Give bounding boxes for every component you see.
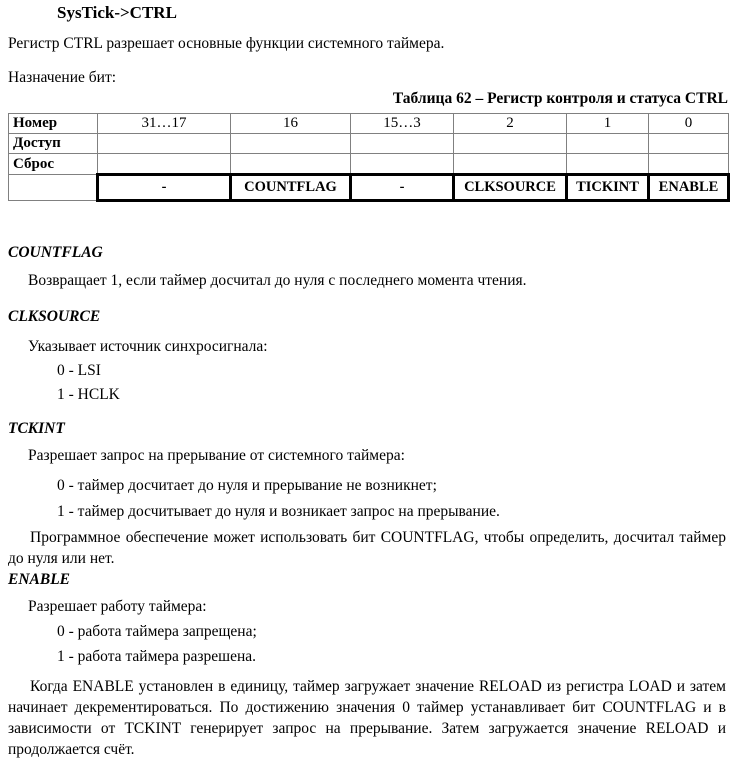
section-heading-clksource: CLKSOURCE xyxy=(8,308,101,325)
access-cell xyxy=(454,134,567,154)
reset-cell xyxy=(649,154,729,175)
enable-description: Разрешает работу таймера: xyxy=(28,598,207,615)
bit-number-cell: 2 xyxy=(454,114,567,134)
access-cell xyxy=(567,134,649,154)
clksource-option-0: 0 - LSI xyxy=(57,362,101,379)
countflag-description: Возвращает 1, если таймер досчитал до нуля с последнего момента чтения. xyxy=(28,272,527,289)
tckint-description: Разрешает запрос на прерывание от системного таймера: xyxy=(28,447,405,464)
intro-paragraph-2: Назначение бит: xyxy=(8,69,117,86)
section-heading-tckint: TCKINT xyxy=(8,420,65,437)
reset-cell xyxy=(351,154,454,175)
bit-number-cell: 16 xyxy=(231,114,351,134)
access-cell xyxy=(649,134,729,154)
tckint-option-1: 1 - таймер досчитывает до нуля и возникает запрос на прерывание. xyxy=(57,503,500,520)
reset-cell xyxy=(567,154,649,175)
enable-option-1: 1 - работа таймера разрешена. xyxy=(57,648,257,665)
bit-number-cell: 1 xyxy=(567,114,649,134)
page-title: SysTick->CTRL xyxy=(57,3,177,22)
access-cell xyxy=(231,134,351,154)
table-row xyxy=(9,134,729,154)
bit-name-cell: COUNTFLAG xyxy=(231,175,351,201)
enable-note: Когда ENABLE установлен в единицу, таймер загружает значение RELOAD из регистра LOAD и затем начинает декрементироваться. По достижению значения 0 таймер устанавливает бит COUNTFLAG и в зависимости от TCKINT генерирует запрос на прерывание. Затем загружается значение RELOAD и продолжается счёт. xyxy=(8,678,726,758)
clksource-option-1: 1 - HCLK xyxy=(57,386,120,403)
enable-option-0: 0 - работа таймера запрещена; xyxy=(57,623,257,640)
bit-name-cell: TICKINT xyxy=(567,175,649,201)
section-heading-countflag: COUNTFLAG xyxy=(8,244,103,261)
tckint-note: Программное обеспечение может использовать бит COUNTFLAG, чтобы определить, досчитал таймер до нуля или нет. xyxy=(8,529,726,567)
table-row-bit-names xyxy=(9,175,729,201)
table-row xyxy=(9,154,729,175)
reset-cell xyxy=(98,154,231,175)
bit-name-cell: - xyxy=(351,175,454,201)
reset-cell xyxy=(231,154,351,175)
access-cell xyxy=(351,134,454,154)
bit-name-cell: - xyxy=(98,175,231,201)
row-label-access: Доступ xyxy=(9,134,98,154)
row-label-empty xyxy=(9,175,98,201)
bit-number-cell: 31…17 xyxy=(98,114,231,134)
intro-paragraph-1: Регистр CTRL разрешает основные функции системного таймера. xyxy=(8,35,445,52)
row-label-number: Номер xyxy=(9,114,98,134)
bit-number-cell: 15…3 xyxy=(351,114,454,134)
register-table xyxy=(8,113,730,202)
reset-cell xyxy=(454,154,567,175)
register-table-container xyxy=(8,113,728,202)
bit-name-cell: ENABLE xyxy=(649,175,729,201)
table-caption: Таблица 62 – Регистр контроля и статуса CTRL xyxy=(392,90,728,107)
tckint-option-0: 0 - таймер досчитает до нуля и прерывание не возникнет; xyxy=(57,477,437,494)
clksource-description: Указывает источник синхросигнала: xyxy=(28,338,268,355)
bit-number-cell: 0 xyxy=(649,114,729,134)
row-label-reset: Сброс xyxy=(9,154,98,175)
table-row xyxy=(9,114,729,134)
bit-name-cell: CLKSOURCE xyxy=(454,175,567,201)
section-heading-enable: ENABLE xyxy=(8,571,71,588)
access-cell xyxy=(98,134,231,154)
